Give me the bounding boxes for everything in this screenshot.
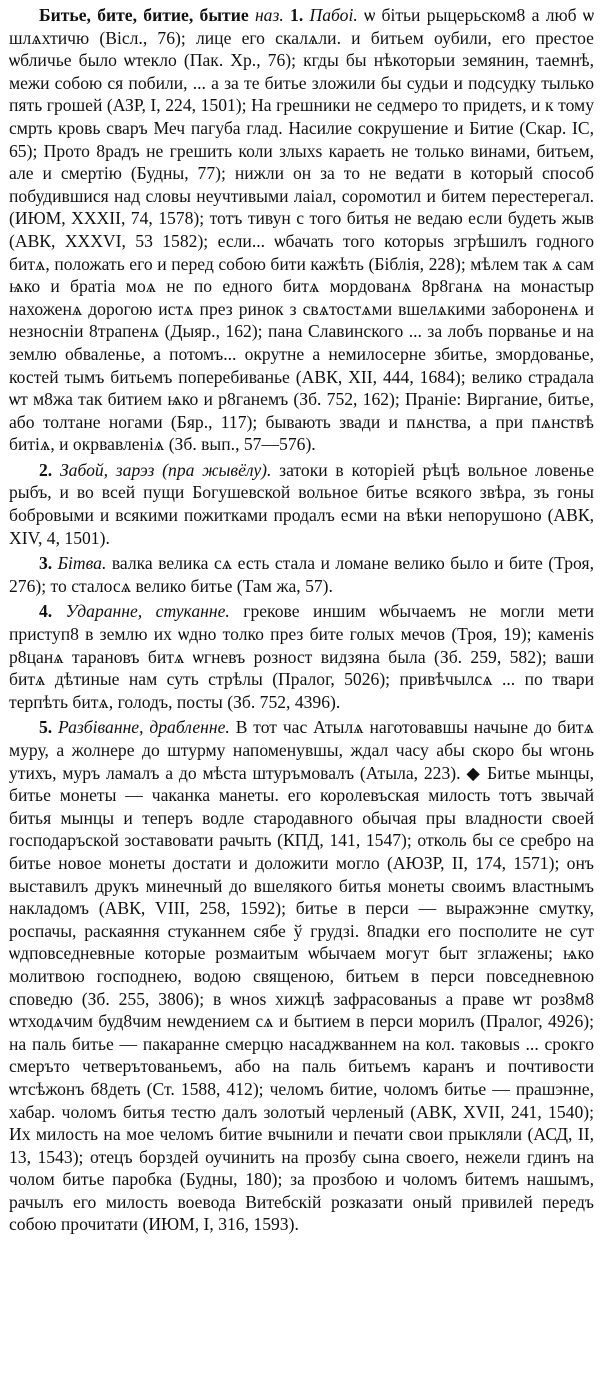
- sense-1-paragraph: [9, 4, 594, 456]
- sense-citations: ѡ бітьи рыцерьском8 а люб ѡ шлѧхтичю (Вісл., 76); лице его скалѧли. и битьем оубили, его престое ѡбличье было ѡтекло (Пак. Хр., 76); кгды бы нѣкоторыи земянин, таемнѣ, межи собою ся побили, ... а за те битье зложили бы судьи и подсудку тылько пять грошей (АЗР, I, 224, 1501); На грешники не седмеро то придетѕ, и к тому смрть кровь сваръ Меч пагуба глад. Насилие сокрушение и Битие (Скар. ІС, 65); Прото 8радъ не грешить коли злыхѕ караеть не только винами, битьем, але и смертію (Будны, 77); нижли он за то не ведати в который способ побудившися над словы неучтивыми лаіал, соромотил и битем перестерегал. (ИЮМ, XXXII, 74, 1578); тотъ тивун с того битья не ведаю если будеть жыв (АВК, XXXVI, 53 1582); если... ѡбачать того которыѕ згрѣшилъ годного битѧ, положать его и перед собою бити кажѣть (Біблія, 228); мѣлем так ѧ сам ѩко и братіа моѧ не по едного битѧ мордованѧ 8р8ганѧ на монастыр нахоженѧ дорогою истѧ през ринок з свѧтостѧми вшелѧкими забороненѧ и незносніи 8трапенѧ (Дыяр., 162); пана Славинского ... за лобъ порванье и на землю обваленье, а потомъ... окрутне а немилосерне збитье, змордованье, костей тымъ битьемъ поперебиванье (АВК, XII, 444, 1684); велико страдала ѡт м8жа так битием ѩко и р8ганемъ (Зб. 752, 162); Праніе: Виргание, битье, або толтане ногами (Бяр., 117); бывають звади и пѧнства, а при пѧнствѣ битіѧ, и окрвавленіѧ (Зб. вып., 57—576).: [9, 5, 595, 455]
- sense-2-paragraph: [9, 459, 594, 549]
- sense-citations: грекове иншим ѡбычаемъ не могли мети приступ8 в землю их ѡдно толко през бите голых мечов (Троя, 19); каменіѕ р8цанѧ тарановъ битѧ ѡгневъ розност видзяна была (Зб. 259, 582); ваши битѧ дѣтиные нам суть стрѣлы (Пралог, 5026); привѣчылсѧ ... по твари терпѣть битѧ, голодъ, посты (Зб. 752, 4396).: [9, 601, 595, 712]
- sense-gloss: Бітва.: [52, 553, 107, 574]
- headword: Битье, бите, битие, бытие: [39, 5, 249, 25]
- sense-number: 4.: [39, 601, 53, 622]
- sense-5-paragraph: [9, 716, 594, 1236]
- sense-3-paragraph: [9, 552, 594, 597]
- sense-citations: затоки в которіей рѣцѣ вольное ловенье рыбъ, и во всей пущи Богушевской вольное битье всякого звѣра, зъ гоны бобровыми и всякими пожитками продалъ есми на вѣки непорушоно (АВК, XIV, 4, 1501).: [9, 459, 594, 548]
- grammar-label: наз.: [248, 5, 284, 25]
- sense-gloss: Ударанне, стуканне.: [52, 601, 230, 622]
- sense-gloss: Забой, зарэз (пра жывёлу).: [52, 459, 272, 480]
- sense-number: 1.: [283, 5, 304, 25]
- sense-number: 3.: [39, 553, 53, 574]
- sense-citations: В тот час Атылѧ наготовавшы начыне до битѧ муру, а жолнере до штурму напоменувшы, ждал часу абы скоро бы ѡгонь утихъ, муръ ламалъ а до мѣста штуръмовалъ (Атыла, 223). ◆ Битье мынцы, битье монеты — чаканка манеты. его королевъская милость тотъ звычай битья мынцы и теперъ водле стародавного обычая пры владности своей господаръской зоставовати рачыть (КПД, 141, 1547); отколь бы се сребро на битье новое монеты достати и доложити могло (АЮЗР, II, 174, 1571); онъ выставилъ друкъ минечный до вшелякого битья монеты своимъ властнымъ накладомъ (АВК, VIII, 258, 1592); битье в перси — выражэнне смутку, роспачы, раскаяння стуканнем сябе ў грудзі. 8падки его посполите не сут ѡдповседневные которые розмаитым ѡбычаем могут быт зглажены; ѩко молитвою господнею, водою священою, битьем в перси повседневною споведю (Зб. 255, 3806); в ѡноѕ хижцѣ зафрасованыѕ а праве ѡт роз8м8 ѡтходѧчим буд8чим неѡдением сѧ и бытием в перси морилъ (Пралог, 4926); на паль битье — пакаранне смерцю насаджваннем на кол. таковыѕ ... срокго смеръто четверътованьемъ, або на паль битьемъ каранъ и почтивости ѡтсѣжонъ б8деть (Ст. 1588, 412); челомъ битие, чоломъ битье — прашэнне, хабар. чоломъ битья тестю далъ золотый черленый (АВК, XVII, 241, 1540); Их милость на мое челомъ битие вчынили и печати свои прыкляли (АСД, II, 13, 1543); отецъ борздей оучинить на прозбу сына своего, нежели гдинъ на чолом битье паробка (Будны, 180); за прозбою и чоломъ битемъ нашымъ, рачылъ его милость воевода Витебскій розказати оный привилей передъ собою прочитати (ИЮМ, I, 316, 1593).: [9, 717, 594, 1235]
- sense-number: 2.: [39, 459, 53, 480]
- sense-gloss: Разбіванне, драбленне.: [52, 717, 230, 738]
- sense-number: 5.: [39, 717, 53, 738]
- sense-gloss: Пабоі.: [303, 5, 358, 25]
- sense-4-paragraph: [9, 600, 594, 713]
- sense-citations: валка велика сѧ есть стала и ломане велико было и бите (Троя, 276); то сталосѧ велико битье (Там жа, 57).: [9, 553, 594, 596]
